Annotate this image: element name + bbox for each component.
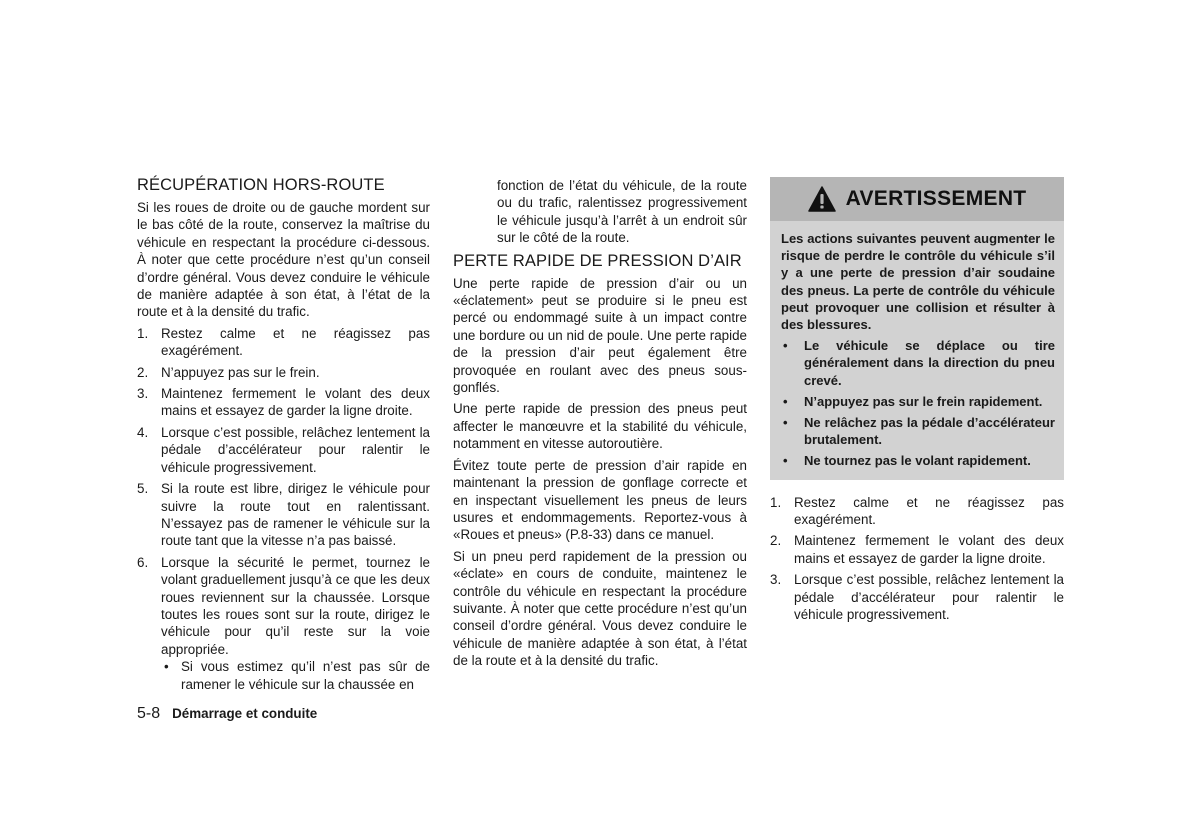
step-text: Maintenez fermement le volant des deux mains et essayez de garder la ligne droite. [794, 533, 1064, 566]
list-item [770, 571, 1064, 623]
paragraph: Si un pneu perd rapidement de la pression ou «éclate» en cours de conduite, maintenez le contrôle du véhicule en respectant la procédure suivante. À noter que cette procédure n’est qu’un conseil d’ordre général. Vous devez conduire le véhicule de manière adaptée à son état, à l’état de la route et à la densité du trafic. [453, 548, 747, 669]
sub-bullet-list [161, 658, 430, 693]
right-column [770, 177, 1064, 627]
step-number: 3. [137, 386, 149, 402]
warning-bullet-item [781, 452, 1055, 469]
step-text: Lorsque c’est possible, relâchez lentement la pédale d’accélérateur pour ralentir le véhicule progressivement. [161, 424, 430, 475]
warning-bullet-text: Ne tournez pas le volant rapidement. [804, 453, 1031, 469]
step-text: Si la route est libre, dirigez le véhicule pour suivre la route tout en ralentissant. N’essayez pas de ramener le véhicule sur la route tant que la vitesse n’a pas baissé. [161, 481, 430, 549]
bullet-icon: • [783, 338, 788, 354]
list-item [137, 385, 430, 420]
list-item [770, 532, 1064, 567]
list-item [770, 494, 1064, 529]
list-item [137, 424, 430, 476]
list-item [137, 554, 430, 693]
step-number: 5. [137, 481, 149, 497]
left-column [137, 175, 430, 697]
warning-header [770, 177, 1064, 221]
bullet-icon: • [164, 659, 169, 675]
step-text: Lorsque la sécurité le permet, tournez le volant graduellement jusqu’à ce que les deux roues reviennent sur la chaussée. Lorsque toutes les roues sont sur la route, dirigez le véhicule pour qu’il reste sur la voie appropriée. [161, 554, 430, 657]
off-road-steps-list [137, 325, 430, 693]
intro-paragraph: Si les roues de droite ou de gauche mordent sur le bas côté de la route, conservez la maîtrise du véhicule en respectant la procédure ci-dessous. À noter que cette procédure n’est qu’un conseil d’ordre général. Vous devez conduire le véhicule de manière adaptée à son état, à l’état de la route et à la densité du trafic. [137, 200, 430, 320]
sub-bullet-text: Si vous estimez qu’il n’est pas sûr de ramener le véhicule sur la chaussée en [181, 659, 430, 692]
page-number: 5-8 [137, 705, 161, 722]
tire-loss-steps-list [770, 494, 1064, 624]
paragraph: Évitez toute perte de pression d’air rapide en maintenant la pression de gonflage correcte et en inspectant visuellement les pneus de leurs usures et endommagements. Reportez-vous à «Roues et pneus» (P.8-33) dans ce manuel. [453, 457, 747, 543]
bullet-icon: • [783, 393, 788, 409]
section-title-off-road-recovery: RÉCUPÉRATION HORS-ROUTE [137, 176, 385, 194]
step-text: Restez calme et ne réagissez pas exagérément. [161, 325, 430, 359]
step-number: 2. [770, 533, 782, 549]
warning-bullet-text: N’appuyez pas sur le frein rapidement. [804, 393, 1043, 409]
step-number: 2. [137, 364, 149, 380]
step-number: 4. [137, 424, 149, 440]
step-text: N’appuyez pas sur le frein. [161, 364, 320, 380]
warning-title: AVERTISSEMENT [845, 187, 1027, 211]
warning-triangle-icon [808, 186, 836, 212]
step-text: Maintenez fermement le volant des deux mains et essayez de garder la ligne droite. [161, 386, 430, 419]
warning-bullet-item [781, 414, 1055, 448]
paragraph: Une perte rapide de pression d’air ou un «éclatement» peut se produire si le pneu est percé ou endommagé suite à un impact contre une bordure ou un nid de poule. Une perte rapide de la pression d’air peut également être provoquée en roulant avec des pneus sous-gonflés. [453, 275, 747, 396]
warning-bullet-text: Ne relâchez pas la pédale d’accélérateur brutalement. [804, 415, 1055, 448]
step-number: 3. [770, 572, 782, 588]
warning-bullet-item [781, 337, 1055, 389]
warning-body [770, 221, 1064, 480]
list-item [137, 364, 430, 381]
step-number: 1. [770, 494, 782, 510]
list-item [137, 325, 430, 360]
bullet-icon: • [783, 453, 788, 469]
paragraph: Une perte rapide de pression des pneus peut affecter le manœuvre et la stabilité du véhicule, notamment en vitesse autoroutière. [453, 401, 747, 452]
step-number: 6. [137, 554, 149, 570]
step-text: Lorsque c’est possible, relâchez lentement la pédale d’accélérateur pour ralentir le véhicule progressivement. [794, 572, 1064, 623]
section-title-rapid-air-loss: PERTE RAPIDE DE PRESSION D’AIR [453, 251, 742, 270]
step-text: Restez calme et ne réagissez pas exagérément. [794, 494, 1064, 528]
warning-intro: Les actions suivantes peuvent augmenter le risque de perdre le contrôle du véhicule s’il y a une perte de pression d’air soudaine des pneus. La perte de contrôle du véhicule peut provoquer une collision et résulter à des blessures. [781, 231, 1055, 333]
page-footer [137, 705, 317, 722]
list-item [137, 480, 430, 550]
step-number: 1. [137, 325, 149, 341]
warning-bullet-item [781, 393, 1055, 410]
warning-bullet-list [781, 337, 1055, 469]
warning-bullet-text: Le véhicule se déplace ou tire généralement dans la direction du pneu crevé. [804, 338, 1055, 388]
middle-column [453, 177, 747, 674]
sub-bullet-item [161, 658, 430, 693]
chapter-name: Démarrage et conduite [172, 706, 318, 721]
warning-box [770, 177, 1064, 480]
continued-text: fonction de l’état du véhicule, de la route ou du trafic, ralentissez progressivement le véhicule jusqu’à l’arrêt à un endroit sûr sur le côté de la route. [497, 178, 747, 246]
bullet-icon: • [783, 415, 788, 431]
